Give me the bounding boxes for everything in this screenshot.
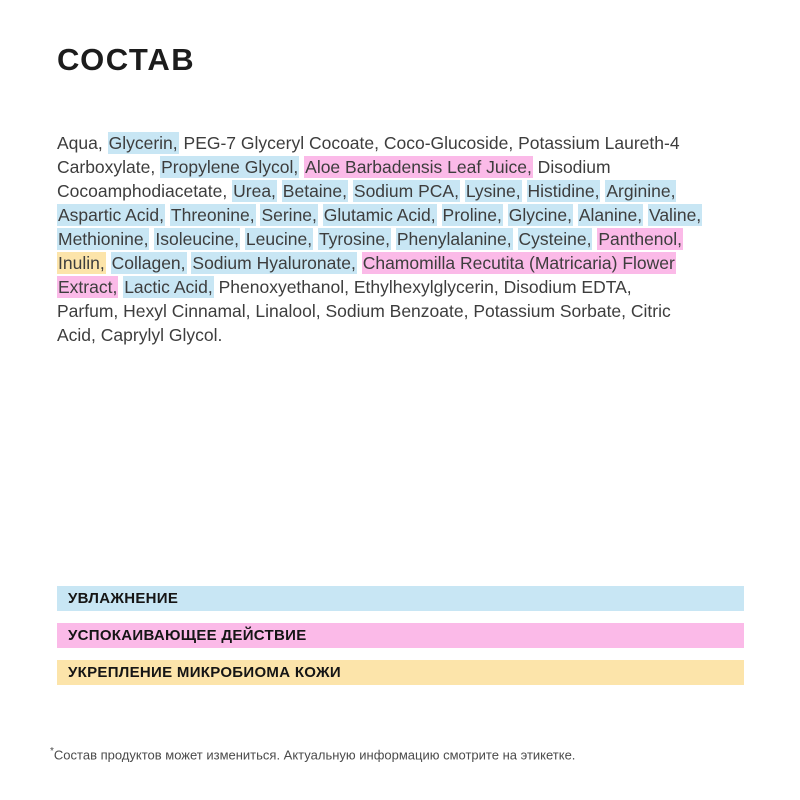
ingredient-highlight-blue: Methionine, xyxy=(58,229,149,249)
ingredient-highlight-blue: Glycine, xyxy=(508,205,572,225)
ingredients-line xyxy=(57,323,757,347)
legend-label: УКРЕПЛЕНИЕ МИКРОБИОМА КОЖИ xyxy=(68,664,341,681)
ingredient-highlight-blue: Glycerin, xyxy=(108,133,178,153)
ingredient-text: Acid, Caprylyl Glycol. xyxy=(57,325,223,345)
ingredient-text: Aqua, xyxy=(57,133,108,153)
ingredient-highlight-blue: Alanine, xyxy=(578,205,643,225)
ingredients-text xyxy=(57,131,757,347)
ingredient-text: PEG-7 Glyceryl Cocoate, Coco-Glucoside, Potassium Laureth-4 xyxy=(178,133,680,153)
ingredient-highlight-blue: Aspartic Acid, xyxy=(58,205,165,225)
ingredient-highlight-blue: Leucine, xyxy=(245,229,313,249)
ingredient-highlight-blue: Tyrosine, xyxy=(318,229,390,249)
ingredient-text: Cocoamphodiacetate, xyxy=(57,181,233,201)
ingredient-highlight-blue: Histidine, xyxy=(527,181,600,201)
ingredient-text: Phenoxyethanol, Ethylhexylglycerin, Disodium EDTA, xyxy=(213,277,632,297)
ingredient-highlight-blue: Urea, xyxy=(233,181,276,201)
ingredient-highlight-blue: Collagen, xyxy=(111,253,186,273)
ingredient-highlight-pink: Panthenol, xyxy=(598,229,683,249)
ingredient-highlight-blue: Sodium PCA, xyxy=(353,181,459,201)
ingredients-line xyxy=(57,251,757,275)
legend-bar-pink xyxy=(57,623,744,648)
ingredient-text xyxy=(513,229,518,249)
ingredient-highlight-blue: Cysteine, xyxy=(518,229,592,249)
footnote-text: Состав продуктов может измениться. Актуальную информацию смотрите на этикетке. xyxy=(53,747,576,763)
ingredient-highlight-blue: Glutamic Acid, xyxy=(323,205,436,225)
ingredient-highlight-blue: Threonine, xyxy=(170,205,255,225)
ingredient-highlight-blue: Valine, xyxy=(648,205,702,225)
ingredient-highlight-pink: Chamomilla Recutita (Matricaria) Flower xyxy=(362,253,675,273)
page-title: СОСТАВ xyxy=(57,42,196,77)
ingredient-highlight-pink: Extract, xyxy=(58,277,118,297)
legend xyxy=(57,586,744,697)
legend-bar-blue xyxy=(57,586,744,611)
ingredient-highlight-blue: Lysine, xyxy=(465,181,521,201)
ingredient-text: Parfum, Hexyl Cinnamal, Linalool, Sodium Benzoate, Potassium Sorbate, Citric xyxy=(57,301,671,321)
ingredients-line xyxy=(57,203,757,227)
ingredient-text: Disodium xyxy=(532,157,611,177)
legend-label: УВЛАЖНЕНИЕ xyxy=(68,590,179,607)
ingredient-text xyxy=(357,253,362,273)
ingredients-line xyxy=(57,179,757,203)
ingredient-highlight-blue: Arginine, xyxy=(606,181,676,201)
ingredient-text xyxy=(522,181,527,201)
ingredient-highlight-blue: Phenylalanine, xyxy=(396,229,512,249)
ingredients-line xyxy=(57,155,757,179)
legend-label: УСПОКАИВАЮЩЕЕ ДЕЙСТВИЕ xyxy=(68,627,307,644)
ingredients-line xyxy=(57,299,757,323)
ingredients-line xyxy=(57,227,757,251)
ingredient-highlight-blue: Sodium Hyaluronate, xyxy=(192,253,356,273)
ingredients-line xyxy=(57,131,757,155)
ingredient-highlight-pink: Aloe Barbadensis Leaf Juice, xyxy=(305,157,532,177)
ingredient-highlight-blue: Betaine, xyxy=(282,181,348,201)
legend-bar-yellow xyxy=(57,660,744,685)
ingredient-highlight-blue: Lactic Acid, xyxy=(124,277,213,297)
ingredient-highlight-blue: Serine, xyxy=(261,205,317,225)
ingredients-line xyxy=(57,275,757,299)
footnote xyxy=(50,746,575,762)
ingredient-highlight-yellow: Inulin, xyxy=(58,253,105,273)
ingredient-text xyxy=(437,205,442,225)
ingredient-text: Carboxylate, xyxy=(57,157,161,177)
ingredient-highlight-blue: Isoleucine, xyxy=(155,229,240,249)
footnote-asterisk: * xyxy=(50,746,54,757)
ingredient-text xyxy=(503,205,508,225)
ingredient-text xyxy=(106,253,111,273)
ingredient-highlight-blue: Propylene Glycol, xyxy=(161,157,299,177)
ingredient-highlight-blue: Proline, xyxy=(442,205,502,225)
